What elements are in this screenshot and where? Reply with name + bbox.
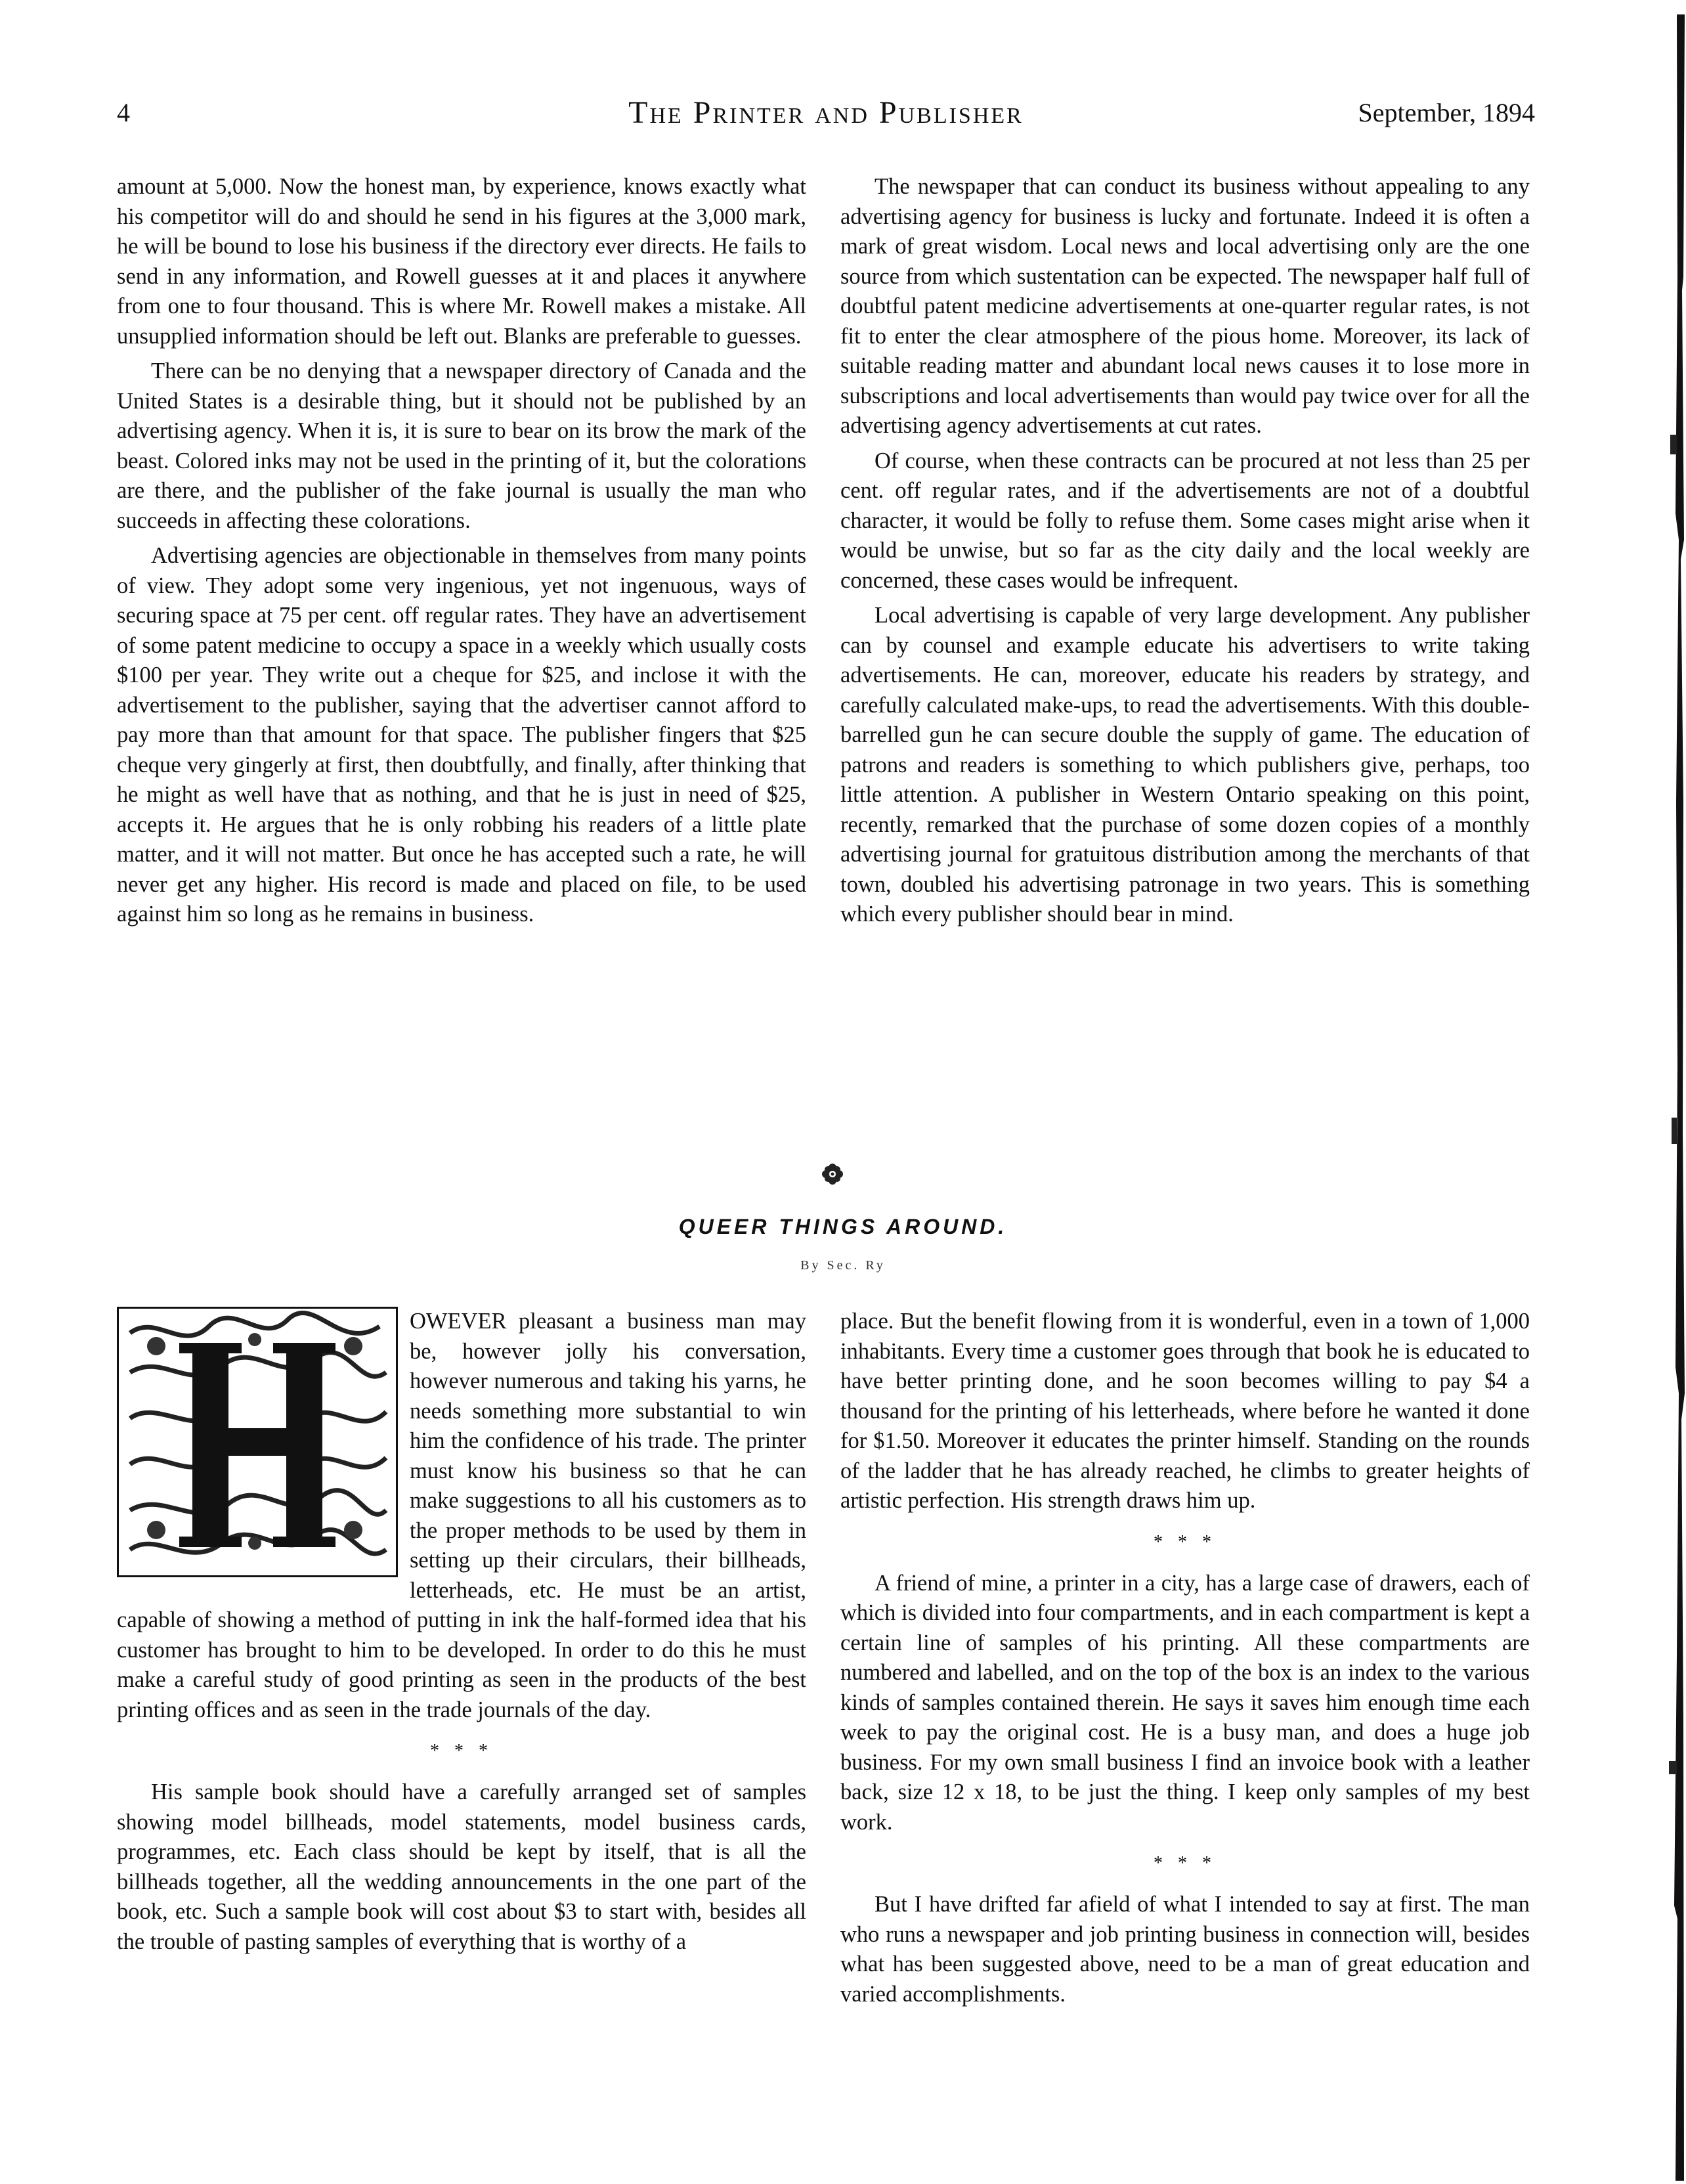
paragraph: The newspaper that can conduct its business without appealing to any advertising agency for business is lucky and fortunate. Indeed it is often a mark of great wisdom. Local news and local advertising only are the one source from which sustentation can be expected. The newspaper half full of doubtful patent medicine advertisements at one-quarter regular rates, is not fit to enter the clear atmosphere of the pious home. Moreover, its lack of suitable reading matter and abundant local news causes it to lose more in subscriptions and local advertisements than would pay twice over for all the advertising agency advertisements at cut rates. bbox=[840, 174, 1530, 438]
paragraph: Advertising agencies are objectionable in themselves from many points of view. They adopt some very ingenious, yet not ingenuous, ways of securing space at 75 per cent. off regular rates. They have an advertisement of some patent medicine to occupy a space in a weekly which usually costs $100 per year. They write out a cheque for $25, and inclose it with the advertisement to the publisher, saying that the advertiser cannot afford to pay more than that amount for that space. The publisher fingers that $25 cheque very gingerly at first, then doubtfully, and finally, after thinking that he might as well have that as nothing, and that he is just in need of $25, accepts it. He argues that he is only robbing his readers of a little plate matter, and it will not matter. But once he has accepted such a rate, he will never get any higher. His record is made and placed on file, to be used against him so long as he remains in business. bbox=[117, 543, 806, 927]
paragraph: But I have drifted far afield of what I intended to say at first. The man who runs a newspaper and job printing business in connection will, besides what has been suggested above, need to be a man of great education and varied accomplishments. bbox=[840, 1892, 1530, 2007]
bottom-left-column bbox=[117, 1307, 806, 1957]
paragraph: A friend of mine, a printer in a city, has a large case of drawers, each of which is divided into four compartments, and in each compartment is kept a certain line of samples of his printing. All these compartments are numbered and labelled, and on the top of the box is an index to the various kinds of samples contained therein. He says it saves him enough time each week to pay the original cost. He is a busy man, and does a huge job business. For my own small business I find an invoice book with a leather back, size 12 x 18, to be just the thing. I keep only samples of my best work. bbox=[840, 1570, 1530, 1835]
scanned-page-edge bbox=[1647, 14, 1686, 2181]
issue-date: September, 1894 bbox=[1358, 98, 1535, 127]
publication-title: The Printer and Publisher bbox=[628, 95, 1024, 130]
bottom-right-column bbox=[840, 1307, 1530, 2009]
top-right-column bbox=[840, 172, 1530, 930]
top-left-column bbox=[117, 172, 806, 930]
section-separator: * * * bbox=[1154, 1531, 1217, 1552]
paragraph: Local advertising is capable of very large development. Any publisher can by counsel and example educate his advertisers to write taking advertisements. He can, moreover, educate his readers by strategy, and carefully calculated make-ups, to read the advertisements. With this double-barrelled gun he can secure double the supply of game. The education of patrons and readers is something to which publishers give, perhaps, too little attention. A publisher in Western Ontario speaking on this point, recently, remarked that the purchase of some dozen copies of a monthly advertising journal for gratuitous distribution among the merchants of that town, doubled his advertising patronage in two years. This is something which every publisher should bear in mind. bbox=[840, 603, 1530, 927]
paragraph: OWEVER pleasant a business man may be, however jolly his conversation, however numerous and taking his yarns, he needs something more substantial to win him the confidence of his trade. The printer must know his business so that he can make suggestions to all his customers as to the proper methods to be used by them in setting up their circulars, their billheads, letterheads, etc. He must be an artist, capable of showing a method of putting in ink the half-formed idea that his customer has brought to him to be developed. In order to do this he must make a careful study of good printing as seen in the products of the best printing offices and as seen in the trade journals of the day. bbox=[117, 1309, 806, 1722]
decorative-initial-h-icon bbox=[117, 1307, 398, 1577]
paragraph: amount at 5,000. Now the honest man, by experience, knows exactly what his competitor will do and should he send in his figures at the 3,000 mark, he will be bound to lose his business if the directory ever directs. He fails to send in any information, and Rowell guesses at it and places it anywhere from one to four thousand. This is where Mr. Rowell makes a mistake. All unsupplied information should be left out. Blanks are preferable to guesses. bbox=[117, 174, 806, 349]
article-byline: By Sec. Ry bbox=[800, 1258, 886, 1273]
article-title: QUEER THINGS AROUND. bbox=[678, 1215, 1008, 1238]
paragraph: His sample book should have a carefully arranged set of samples showing model billheads, model statements, model business cards, programmes, etc. Each class should be kept by itself, that is all the billheads together, all the wedding announcements in the one part of the book, etc. Such a sample book will cost about $3 to start with, besides all the trouble of pasting samples of everything that is worthy of a bbox=[117, 1780, 806, 1954]
section-separator: * * * bbox=[1154, 1853, 1217, 1873]
paragraph: There can be no denying that a newspaper directory of Canada and the United States is a desirable thing, but it should not be published by an advertising agency. When it is, it is sure to bear on its brow the mark of the beast. Colored inks may not be used in the printing of it, but the colorations are there, and the publisher of the fake journal is usually the man who succeeds in affecting these colorations. bbox=[117, 359, 806, 533]
section-separator: * * * bbox=[430, 1741, 493, 1761]
paragraph: Of course, when these contracts can be procured at not less than 25 per cent. off regular rates, and if the advertisements are not of a doubtful character, it would be folly to refuse them. Some cases might arise when it would be unwise, but so far as the city daily and the local weekly are concerned, these cases would be infrequent. bbox=[840, 448, 1530, 593]
flower-ornament-icon bbox=[821, 1162, 844, 1186]
page-header bbox=[117, 97, 1535, 143]
page-number: 4 bbox=[117, 98, 130, 127]
paragraph: place. But the benefit flowing from it is wonderful, even in a town of 1,000 inhabitants. Every time a customer goes through that book he is educated to have better printing done, and he soon becomes willing to pay $4 a thousand for the printing of his letterheads, where before he wanted it done for $1.50. Moreover it educates the printer himself. Standing on the rounds of the ladder that he has already reached, he climbs to greater heights of artistic perfection. His strength draws him up. bbox=[840, 1309, 1530, 1513]
